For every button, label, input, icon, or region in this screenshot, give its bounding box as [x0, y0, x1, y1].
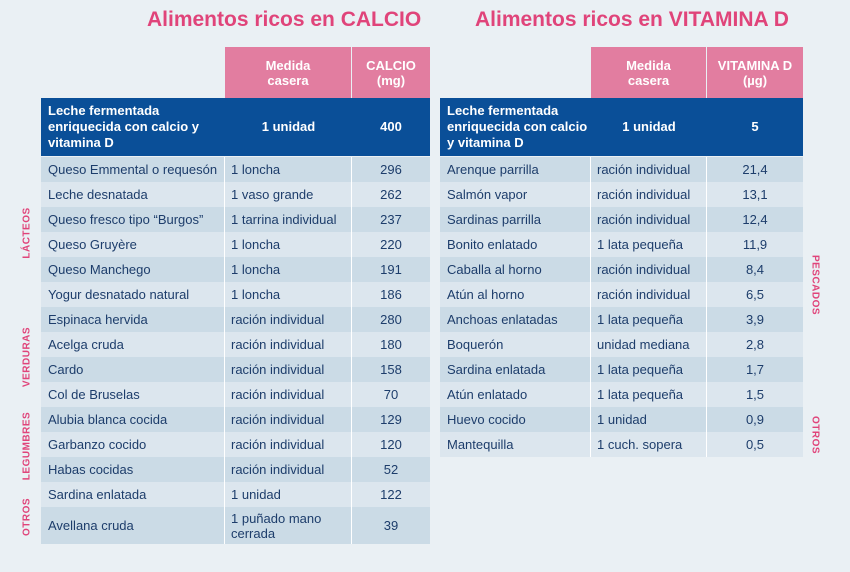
column-divider [706, 432, 707, 457]
column-divider [224, 382, 225, 407]
group-label-legumbres: LEGUMBRES [21, 411, 33, 481]
food-value: 262 [380, 187, 402, 202]
food-value: 70 [383, 387, 399, 402]
table-row [41, 382, 430, 407]
food-value: 280 [380, 312, 402, 327]
table-row [41, 257, 430, 282]
food-name: Salmón vapor [447, 187, 528, 202]
featured-food-name: Leche fermentada enriquecida con calcio y vitamina D [447, 103, 588, 150]
table-row [41, 207, 430, 232]
table-row [440, 282, 803, 307]
vitd-table [440, 47, 803, 462]
food-value: 12,4 [742, 212, 768, 227]
food-value: 120 [380, 437, 402, 452]
table-row [440, 432, 803, 457]
food-name: Alubia blanca cocida [48, 412, 168, 427]
column-divider [351, 182, 352, 207]
food-unit: 1 tarrina individual [231, 212, 337, 227]
column-divider [224, 407, 225, 432]
food-unit: ración individual [597, 162, 691, 177]
column-divider [590, 432, 591, 457]
food-unit: 1 loncha [231, 287, 281, 302]
food-name: Mantequilla [447, 437, 514, 452]
featured-value: 5 [751, 119, 759, 134]
food-name: Acelga cruda [48, 337, 124, 352]
food-value: 13,1 [742, 187, 768, 202]
food-value: 8,4 [745, 262, 765, 277]
food-value: 11,9 [742, 237, 768, 252]
table-row [440, 357, 803, 382]
column-divider [224, 232, 225, 257]
calcio-table [41, 47, 430, 548]
food-value: 122 [380, 487, 402, 502]
table-row [440, 182, 803, 207]
food-name: Queso Gruyère [48, 237, 137, 252]
food-unit: 1 lata pequeña [597, 362, 684, 377]
food-value: 186 [380, 287, 402, 302]
food-value: 6,5 [745, 287, 765, 302]
food-value: 52 [383, 462, 399, 477]
food-unit: ración individual [597, 287, 691, 302]
calcio-title: Alimentos ricos en CALCIO [147, 8, 422, 31]
group-label-otros: OTROS [21, 497, 33, 537]
food-value: 158 [380, 362, 402, 377]
column-divider [706, 307, 707, 332]
column-divider [224, 157, 225, 182]
food-unit: ración individual [231, 412, 325, 427]
table-row [440, 207, 803, 232]
column-divider [590, 357, 591, 382]
featured-unit: 1 unidad [622, 119, 676, 134]
food-name: Atún al horno [447, 287, 525, 302]
calcio-featured-row [41, 98, 430, 156]
group-label-otros-vitd: OTROS [809, 415, 821, 455]
food-value: 21,4 [742, 162, 768, 177]
table-row [41, 232, 430, 257]
column-divider [706, 382, 707, 407]
table-row [41, 432, 430, 457]
food-name: Cardo [48, 362, 84, 377]
food-unit: ración individual [231, 437, 325, 452]
vitd-header-valor: VITAMINA D (µg) [707, 47, 803, 98]
column-divider [351, 407, 352, 432]
featured-value: 400 [380, 119, 402, 134]
column-divider [590, 307, 591, 332]
table-row [440, 157, 803, 182]
table-row [41, 182, 430, 207]
table-row [41, 157, 430, 182]
food-value: 296 [380, 162, 402, 177]
food-name: Huevo cocido [447, 412, 526, 427]
column-divider [224, 507, 225, 544]
food-name: Yogur desnatado natural [48, 287, 190, 302]
column-divider [590, 182, 591, 207]
table-row [41, 282, 430, 307]
table-row [440, 307, 803, 332]
column-divider [224, 332, 225, 357]
column-divider [590, 232, 591, 257]
column-divider [351, 332, 352, 357]
column-divider [590, 407, 591, 432]
column-divider [706, 232, 707, 257]
column-divider [351, 432, 352, 457]
food-unit: ración individual [597, 212, 691, 227]
column-divider [224, 307, 225, 332]
food-value: 39 [383, 518, 399, 533]
column-divider [590, 332, 591, 357]
food-name: Anchoas enlatadas [447, 312, 558, 327]
column-divider [224, 432, 225, 457]
food-name: Espinaca hervida [48, 312, 148, 327]
table-row [41, 457, 430, 482]
column-divider [706, 407, 707, 432]
featured-food-name: Leche fermentada enriquecida con calcio y vitamina D [48, 103, 199, 150]
food-name: Queso Emmental o requesón [48, 162, 218, 177]
food-unit: 1 loncha [231, 162, 281, 177]
food-value: 0,5 [745, 437, 765, 452]
food-value: 220 [380, 237, 402, 252]
food-unit: 1 vaso grande [231, 187, 314, 202]
table-row [440, 407, 803, 432]
column-divider [706, 257, 707, 282]
food-unit: ración individual [231, 337, 325, 352]
column-divider [224, 282, 225, 307]
column-divider [224, 482, 225, 507]
column-divider [224, 457, 225, 482]
food-name: Queso Manchego [48, 262, 151, 277]
food-unit: ración individual [231, 462, 325, 477]
food-unit: ración individual [231, 387, 325, 402]
food-unit: 1 loncha [231, 237, 281, 252]
column-divider [351, 157, 352, 182]
food-unit: 1 puñado mano cerrada [231, 510, 322, 541]
food-name: Atún enlatado [447, 387, 528, 402]
table-row [41, 507, 430, 544]
food-unit: 1 cuch. sopera [597, 437, 683, 452]
featured-unit: 1 unidad [261, 119, 316, 134]
table-row [41, 407, 430, 432]
food-value: 129 [380, 412, 402, 427]
group-label-pescados: PESCADOS [809, 254, 821, 316]
vitd-header-medida: Medida casera [591, 47, 706, 98]
column-divider [224, 182, 225, 207]
column-divider [224, 207, 225, 232]
food-name: Boquerón [447, 337, 504, 352]
food-unit: 1 lata pequeña [597, 237, 684, 252]
column-divider [706, 282, 707, 307]
food-value: 1,5 [745, 387, 765, 402]
column-divider [351, 307, 352, 332]
column-divider [706, 182, 707, 207]
column-divider [590, 207, 591, 232]
column-divider [590, 257, 591, 282]
column-divider [224, 257, 225, 282]
food-name: Arenque parrilla [447, 162, 539, 177]
calcio-header-valor: CALCIO (mg) [352, 47, 430, 98]
table-row [41, 332, 430, 357]
group-label-lacteos: LÁCTEOS [21, 207, 33, 259]
column-divider [351, 507, 352, 544]
column-divider [351, 232, 352, 257]
column-divider [351, 382, 352, 407]
food-name: Caballa al horno [447, 262, 542, 277]
column-divider [590, 282, 591, 307]
food-name: Leche desnatada [48, 187, 148, 202]
table-row [41, 357, 430, 382]
column-divider [590, 382, 591, 407]
calcio-header-medida: Medida casera [225, 47, 351, 98]
food-value: 3,9 [745, 312, 765, 327]
column-divider [351, 357, 352, 382]
column-divider [351, 257, 352, 282]
food-name: Sardinas parrilla [447, 212, 541, 227]
column-divider [351, 207, 352, 232]
column-divider [706, 207, 707, 232]
food-name: Sardina enlatada [447, 362, 546, 377]
column-divider [590, 157, 591, 182]
food-name: Bonito enlatado [447, 237, 538, 252]
column-divider [706, 357, 707, 382]
table-row [41, 482, 430, 507]
food-name: Garbanzo cocido [48, 437, 147, 452]
food-unit: ración individual [231, 312, 325, 327]
table-row [440, 232, 803, 257]
table-row [440, 382, 803, 407]
food-unit: ración individual [597, 187, 691, 202]
food-unit: 1 unidad [231, 487, 281, 502]
food-unit: unidad mediana [597, 337, 690, 352]
food-value: 0,9 [745, 412, 765, 427]
food-unit: 1 lata pequeña [597, 387, 684, 402]
food-unit: 1 lata pequeña [597, 312, 684, 327]
food-name: Sardina enlatada [48, 487, 147, 502]
food-name: Queso fresco tipo “Burgos” [48, 212, 204, 227]
table-row [41, 307, 430, 332]
food-unit: ración individual [231, 362, 325, 377]
food-value: 180 [380, 337, 402, 352]
food-unit: 1 loncha [231, 262, 281, 277]
column-divider [224, 357, 225, 382]
vitd-featured-row [440, 98, 803, 156]
column-divider [351, 282, 352, 307]
food-value: 2,8 [745, 337, 765, 352]
column-divider [351, 457, 352, 482]
group-label-verduras: VERDURAS [21, 326, 33, 388]
food-name: Avellana cruda [48, 518, 134, 533]
food-unit: 1 unidad [597, 412, 647, 427]
column-divider [706, 157, 707, 182]
food-name: Col de Bruselas [48, 387, 140, 402]
food-value: 237 [380, 212, 402, 227]
column-divider [351, 482, 352, 507]
table-row [440, 257, 803, 282]
column-divider [706, 332, 707, 357]
food-value: 191 [380, 262, 402, 277]
food-value: 1,7 [745, 362, 765, 377]
food-unit: ración individual [597, 262, 691, 277]
table-row [440, 332, 803, 357]
food-name: Habas cocidas [48, 462, 134, 477]
vitd-title: Alimentos ricos en VITAMINA D [475, 8, 789, 31]
